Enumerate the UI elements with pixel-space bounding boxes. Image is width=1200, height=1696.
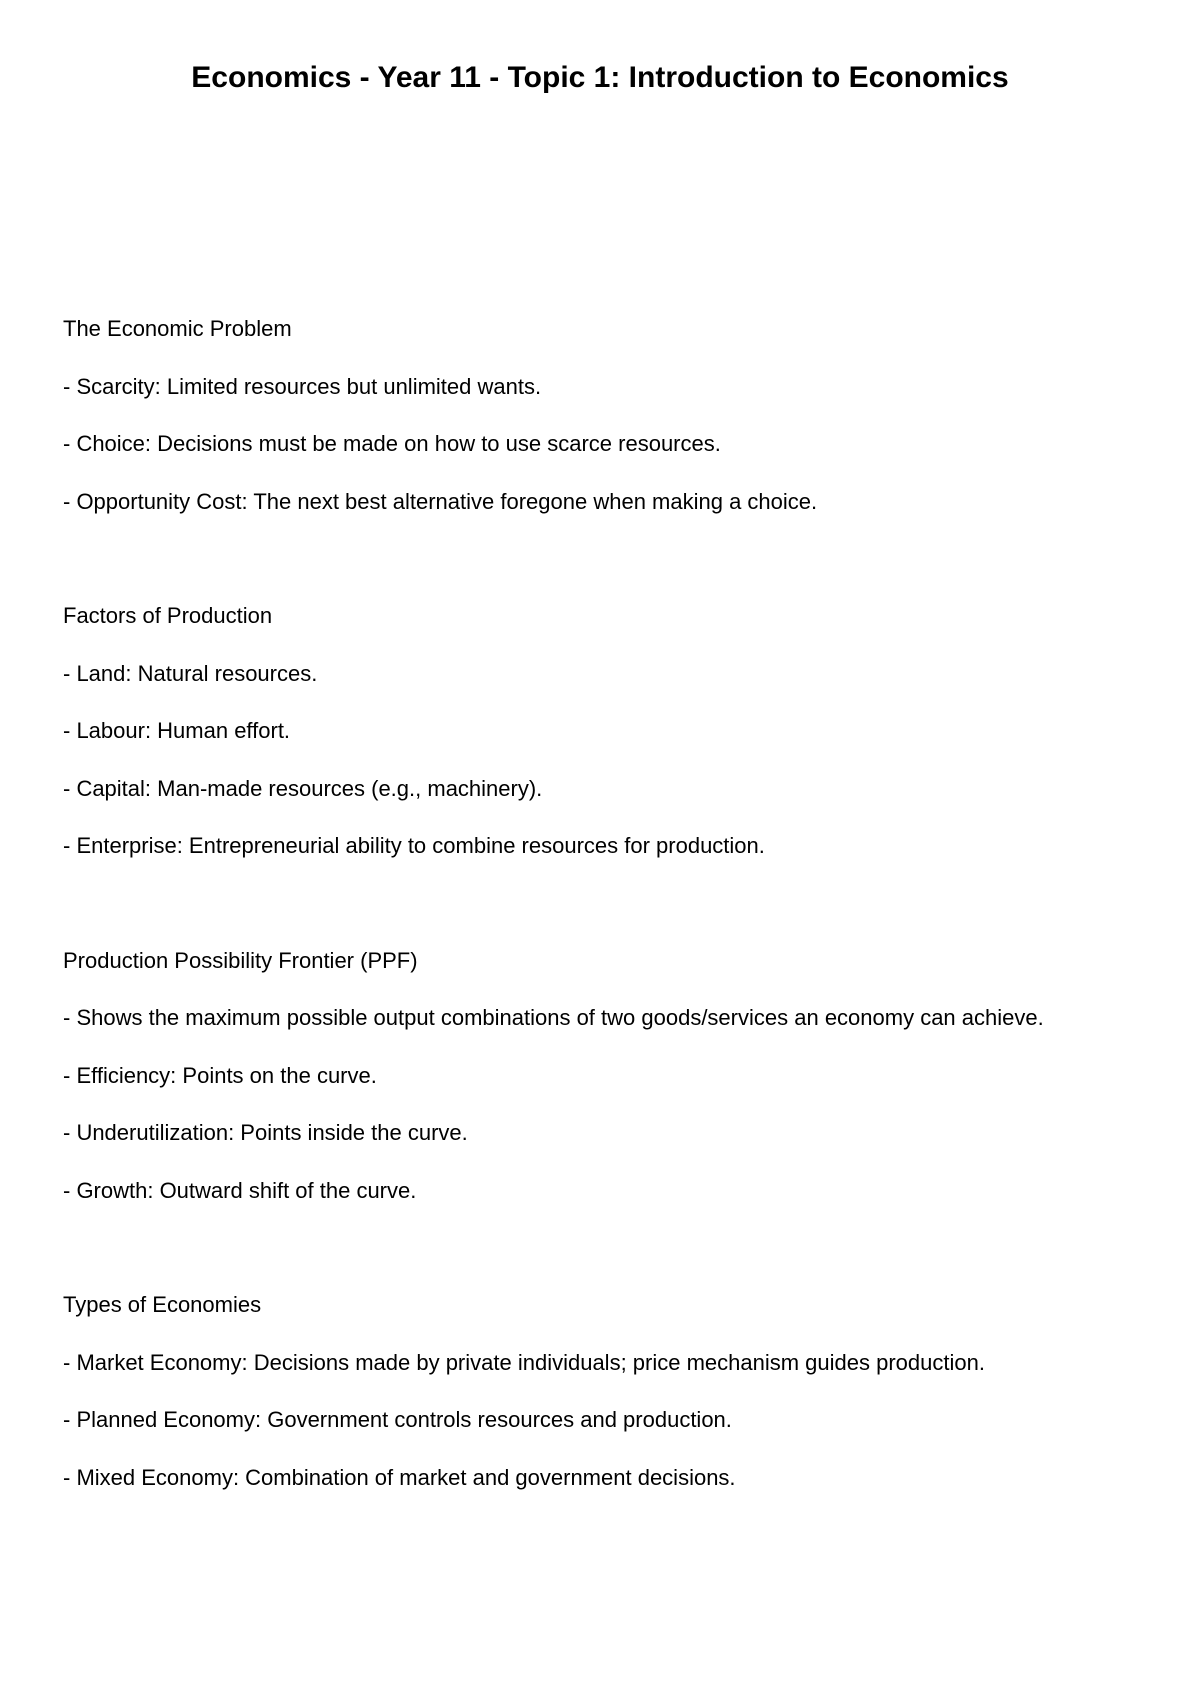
- section-types-of-economies: [63, 1276, 1143, 1506]
- section-heading: Types of Economies: [63, 1292, 262, 1317]
- list-item: - Capital: Man-made resources (e.g., machinery).: [63, 775, 543, 801]
- list-item: - Mixed Economy: Combination of market and government decisions.: [63, 1464, 736, 1490]
- list-item: - Land: Natural resources.: [63, 660, 318, 686]
- page-title: Economics - Year 11 - Topic 1: Introduction to Economics: [191, 61, 1009, 94]
- section-ppf: [63, 932, 1143, 1220]
- list-item: - Underutilization: Points inside the curve.: [63, 1120, 468, 1145]
- list-item: - Efficiency: Points on the curve.: [63, 1062, 377, 1088]
- list-item: - Scarcity: Limited resources but unlimited wants.: [63, 373, 542, 399]
- list-item: - Growth: Outward shift of the curve.: [63, 1177, 417, 1203]
- section-heading: Factors of Production: [63, 603, 273, 628]
- list-item: - Enterprise: Entrepreneurial ability to combine resources for production.: [63, 833, 765, 858]
- list-item: - Labour: Human effort.: [63, 718, 291, 743]
- list-item: - Market Economy: Decisions made by private individuals; price mechanism guides production.: [63, 1349, 985, 1375]
- section-heading: The Economic Problem: [63, 316, 292, 341]
- list-item: - Choice: Decisions must be made on how to use scarce resources.: [63, 431, 721, 456]
- document-body: [63, 318, 1143, 1563]
- section-heading: Production Possibility Frontier (PPF): [63, 947, 418, 973]
- section-economic-problem: [63, 300, 1143, 530]
- list-item: - Opportunity Cost: The next best alternative foregone when making a choice.: [63, 488, 818, 514]
- list-item: - Planned Economy: Government controls resources and production.: [63, 1407, 732, 1432]
- section-factors-of-production: [63, 587, 1143, 875]
- list-item: - Shows the maximum possible output combinations of two goods/services an economy can achieve.: [63, 1005, 1044, 1030]
